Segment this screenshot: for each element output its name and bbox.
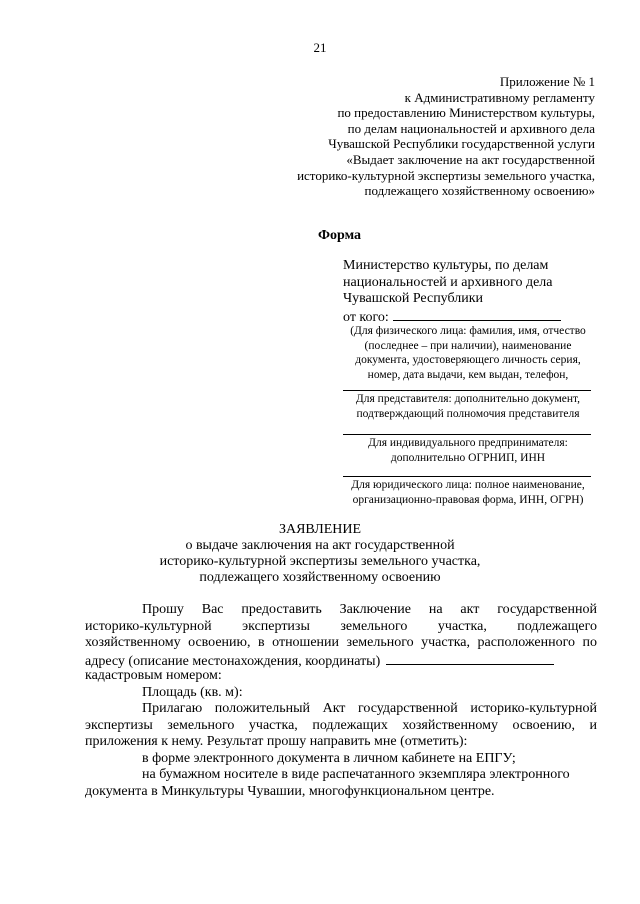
appendix-line: «Выдает заключение на акт государственной (346, 151, 595, 167)
area-line: Площадь (кв. м): (142, 684, 243, 700)
from-label: от кого: (343, 309, 389, 325)
note-representative (340, 392, 596, 421)
note-line: документа, удостоверяющего личность серия, (355, 354, 581, 366)
note-individual (340, 324, 596, 382)
title-line: историко-культурной экспертизы земельного участка, (159, 554, 481, 569)
title-heading: ЗАЯВЛЕНИЕ (278, 522, 362, 537)
note-line: (Для физического лица: фамилия, имя, отчество (350, 325, 586, 337)
appendix-line: по предоставлению Министерством культуры, (337, 105, 595, 121)
body-line: историко-культурной экспертизы земельного участка, подлежащего (85, 618, 597, 634)
title-line: о выдаче заключения на акт государственной (185, 538, 455, 553)
appendix-line: Чувашской Республики государственной услуги (328, 136, 595, 152)
appendix-line: по делам национальностей и архивного дела (347, 120, 595, 136)
recipient-block (343, 258, 561, 326)
note-line: подтверждающий полномочия представителя (356, 407, 580, 420)
note-line: организационно-правовая форма, ИНН, ОГРН) (352, 493, 584, 506)
address-row (85, 652, 597, 669)
note-line: Для юридического лица: полное наименование, (351, 479, 585, 491)
page-number: 21 (313, 40, 327, 55)
body-line: приложения к нему. Результат прошу направить мне (отметить): (85, 734, 468, 749)
form-label: Форма (318, 228, 362, 243)
blank-line-individual[interactable] (343, 390, 591, 391)
option-electronic: в форме электронного документа в личном кабинете на ЕПГУ; (142, 750, 516, 766)
body-line: экспертизы земельного участка, подлежащих хозяйственному освоению, и (85, 717, 597, 733)
note-line: Для индивидуального предпринимателя: (368, 437, 568, 449)
address-blank-line[interactable] (386, 652, 554, 665)
body-line: Прошу Вас предоставить Заключение на акт государственной (142, 602, 597, 617)
note-line: (последнее – при наличии), наименование (364, 339, 572, 352)
recipient-line: Чувашской Республики (343, 291, 484, 306)
blank-line-representative[interactable] (343, 434, 591, 435)
note-line: дополнительно ОГРНИП, ИНН (390, 451, 546, 464)
body-line: кадастровым номером: (85, 668, 222, 683)
note-entrepreneur (340, 436, 596, 465)
title-line: подлежащего хозяйственному освоению (199, 570, 441, 585)
appendix-line: историко-культурной экспертизы земельного участка, (297, 167, 595, 183)
from-blank-line[interactable] (393, 308, 561, 321)
application-title (0, 522, 640, 586)
body-line: хозяйственному освоению, в отношении земельного участка, расположенного по (85, 635, 597, 650)
recipient-line: Министерство культуры, по делам (343, 258, 549, 273)
note-legal-entity (340, 478, 596, 507)
recipient-line: национальностей и архивного дела (343, 274, 553, 290)
address-label: адресу (описание местонахождения, координаты) (85, 653, 381, 669)
option-paper-line: документа в Минкультуры Чувашии, многофункциональном центре. (85, 783, 495, 799)
note-line: номер, дата выдачи, кем выдан, телефон, (367, 368, 569, 381)
appendix-line: подлежащего хозяйственному освоению» (364, 183, 595, 199)
application-body (85, 602, 597, 800)
body-line: Прилагаю положительный Акт государственной историко-культурной (142, 701, 597, 716)
appendix-header (235, 74, 595, 199)
note-line: Для представителя: дополнительно документ, (355, 393, 581, 405)
appendix-line: Приложение № 1 (499, 74, 595, 89)
appendix-line: к Административному регламенту (404, 89, 595, 105)
blank-line-entrepreneur[interactable] (343, 476, 591, 477)
option-paper-line: на бумажном носителе в виде распечатанного экземпляра электронного (142, 767, 570, 782)
